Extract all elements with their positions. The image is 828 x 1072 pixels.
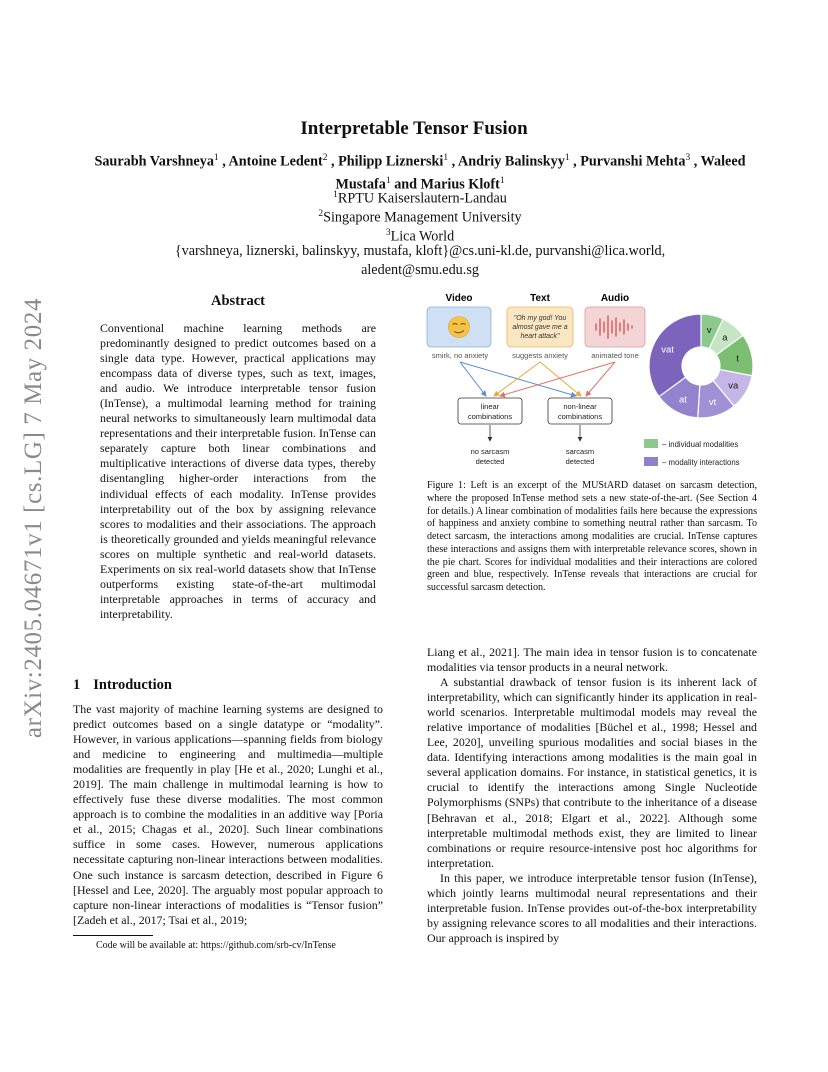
author-separator: , (448, 153, 458, 170)
author-separator: , (218, 153, 229, 170)
legend-individual: – individual modalities (662, 440, 739, 449)
linear-box-line-2: combinations (467, 412, 513, 421)
linear-outcome-1: no sarcasm (470, 447, 510, 456)
pie-label-va: va (728, 380, 739, 392)
paragraph-2: A substantial drawback of tensor fusion is its inherent lack of interpretability, which can significantly hinder its application in real-world scenarios. Interpretable multimodal models may reveal the relative importance of modalities [Büchel et al., 1998; Hessel and Lee, 2020], unveiling spurious modalities and social biases in the data. Identifying interactions among modalities is the main goal in several application domains. For instance, in statistical genetics, it is crucial to identify the interactions among Single Nucleotide Polymorphisms (SNPs) that contribute to the inheritance of a disease [Behravan et al., 2018; Elgart et al., 2022]. Although some interpretable multimodal methods exist, they are limited to linear combinations or require resource-intensive post hoc algorithms for interpretation. (427, 675, 757, 870)
footnote: Code will be available at: https://github.com/srb-cv/InTense (96, 940, 336, 951)
paragraph-1: Liang et al., 2021]. The main idea in tensor fusion is to concatenate modalities via tensor products in a neural network. (427, 645, 757, 675)
smirk-emoji-icon (449, 317, 470, 338)
audio-cue: animated tone (591, 351, 639, 360)
author-affiliation-mark: 1 (443, 153, 449, 163)
abstract-body: Conventional machine learning methods are predominantly designed to predict outcomes based on a single data type. However, practical applications may encompass data of diverse types, such as text, images, and audio. We introduce interpretable tensor fusion (InTense), a multimodal learning method for training neural networks to simultaneously learn multimodal data representations and their interpretable fusion. InTense can separately capture both linear combinations and multiplicative interactions of diverse data types, thereby disentangling higher-order interactions from the individual effects of each modality. InTense provides interpretability out of the box by assigning relevance scores to modalities and their associations. The approach is theoretically grounded and yields meaningful relevance scores on multiple synthetic and real-world datasets. Experiments on six real-world datasets show that InTense outperforms existing state-of-the-art multimodal interpretable approaches in terms of accuracy and interpretability. (100, 321, 376, 621)
legend-interactions: – modality interactions (662, 458, 740, 467)
figure-caption: Figure 1: Left is an excerpt of the MUStARD dataset on sarcasm detection, where the proposed InTense method sets a new state-of-the-art. (See Section 4 for details.) A linear combination of modalities fails here because the expressions of happiness and anxiety combine to something neutral rather than sarcasm. To detect sarcasm, the interactions among modalities are crucial. InTense captures these interactions and assigns them with interpretable relevance scores, shown in the pie chart. Scores for individual modalities and their interactions are colored green and blue, respectively. InTense reveals that interactions are crucial for successful sarcasm detection. (427, 480, 757, 593)
pie-label-vat: vat (661, 344, 674, 356)
author-emails: {varshneya, liznerski, balinskyy, mustafa, kloft}@cs.uni-kl.de, purvanshi@lica.world, aledent@smu.edu.sg (174, 243, 666, 278)
affiliation-2: $^2$Singapore Management University (318, 209, 522, 226)
author-separator: , (569, 153, 581, 170)
author-affiliation-mark: 1 (564, 153, 570, 163)
author-separator: , (327, 153, 339, 170)
abstract-heading: Abstract (211, 293, 265, 309)
right-column-text (427, 645, 757, 946)
author-affiliation-mark: 2 (322, 153, 328, 163)
quote-line-1: "Oh my god! You (513, 315, 567, 322)
video-header: Video (445, 293, 473, 304)
author-name: Philipp Liznerski (338, 153, 444, 170)
author-name: Waleed Mustafa (335, 153, 746, 193)
legend-swatch-interactions (644, 457, 658, 466)
audio-box (585, 307, 645, 347)
pie-label-a: a (722, 332, 728, 344)
pie-label-at: at (678, 394, 687, 406)
author-name: Andriy Balinskyy (457, 153, 565, 170)
paper-title: Interpretable Tensor Fusion (300, 118, 528, 139)
intro-paragraph: The vast majority of machine learning systems are designed to predict outcomes based on a single datatype or “modality”. However, in various applications—spanning fields from biology and medicine to engineering and multimedia—multiple modalities are frequently in play [He et al., 2020; Lunghi et al., 2019]. The main challenge in multimodal learning is how to effectively fuse these diverse modalities. The most common approach is to combine the modalities in an additive way [Poria et al., 2015; Chagas et al., 2020]. Such linear combinations suffice in some cases. However, numerous applications necessitate capturing non-linear interactions between modalities. One such instance is sarcasm detection, described in Figure 6 [Hessel and Lee, 2020]. The arguably most popular approach to capture non-linear interactions of modalities is “Tensor fusion” [Zadeh et al., 2017; Tsai et al., 2019; (73, 702, 383, 927)
author-affiliation-mark: 1 (213, 153, 219, 163)
text-cue: suggests anxiety (512, 351, 568, 360)
figure-1 (418, 286, 763, 476)
author-affiliation-mark: 1 (499, 175, 505, 186)
affiliation-3: $^3$Lica World (385, 228, 455, 245)
fusion-arrows (460, 362, 615, 396)
audio-header: Audio (600, 293, 630, 304)
relevance-pie-chart (649, 314, 753, 418)
author-affiliation-mark: 1 (385, 175, 391, 186)
video-cue: smirk, no anxiety (431, 351, 489, 360)
nonlinear-outcome-1: sarcasm (565, 447, 595, 456)
linear-outcome-2: detected (475, 457, 505, 466)
pie-label-t: t (736, 353, 739, 365)
linear-box-line-1: linear (480, 402, 500, 411)
author-name: Antoine Ledent (228, 153, 323, 170)
pie-label-v: v (706, 324, 712, 336)
quote-line-3: heart attack" (520, 333, 560, 340)
nonlinear-box-line-1: non-linear (563, 402, 597, 411)
nonlinear-outcome-2: detected (565, 457, 595, 466)
affiliation-1: $^1$RPTU Kaiserslautern-Landau (333, 190, 507, 207)
legend-swatch-individual (644, 439, 658, 448)
section-heading: 1 Introduction (73, 677, 172, 693)
paragraph-3: In this paper, we introduce interpretable tensor fusion (InTense), which jointly learns multimodal neural representations and their interpretable fusion. InTense provides out-of-the-box interpretability by assigning relevance scores to all modalities and their interactions. Our approach is inspired by (427, 870, 757, 945)
author-name: Purvanshi Mehta (580, 153, 686, 170)
footnote-rule (73, 935, 153, 936)
nonlinear-box-line-2: combinations (557, 412, 603, 421)
author-separator: , (690, 153, 701, 170)
quote-line-2: almost gave me a (512, 324, 568, 331)
arxiv-stamp: arXiv:2405.04671v1 [cs.LG] 7 May 2024 (20, 297, 47, 739)
author-name: Marius Kloft (420, 176, 500, 193)
author-name: Saurabh Varshneya (94, 153, 214, 170)
author-affiliation-mark: 3 (685, 153, 691, 163)
author-separator: and (390, 176, 421, 193)
text-header: Text (530, 293, 550, 304)
pie-label-vt: vt (708, 397, 717, 409)
